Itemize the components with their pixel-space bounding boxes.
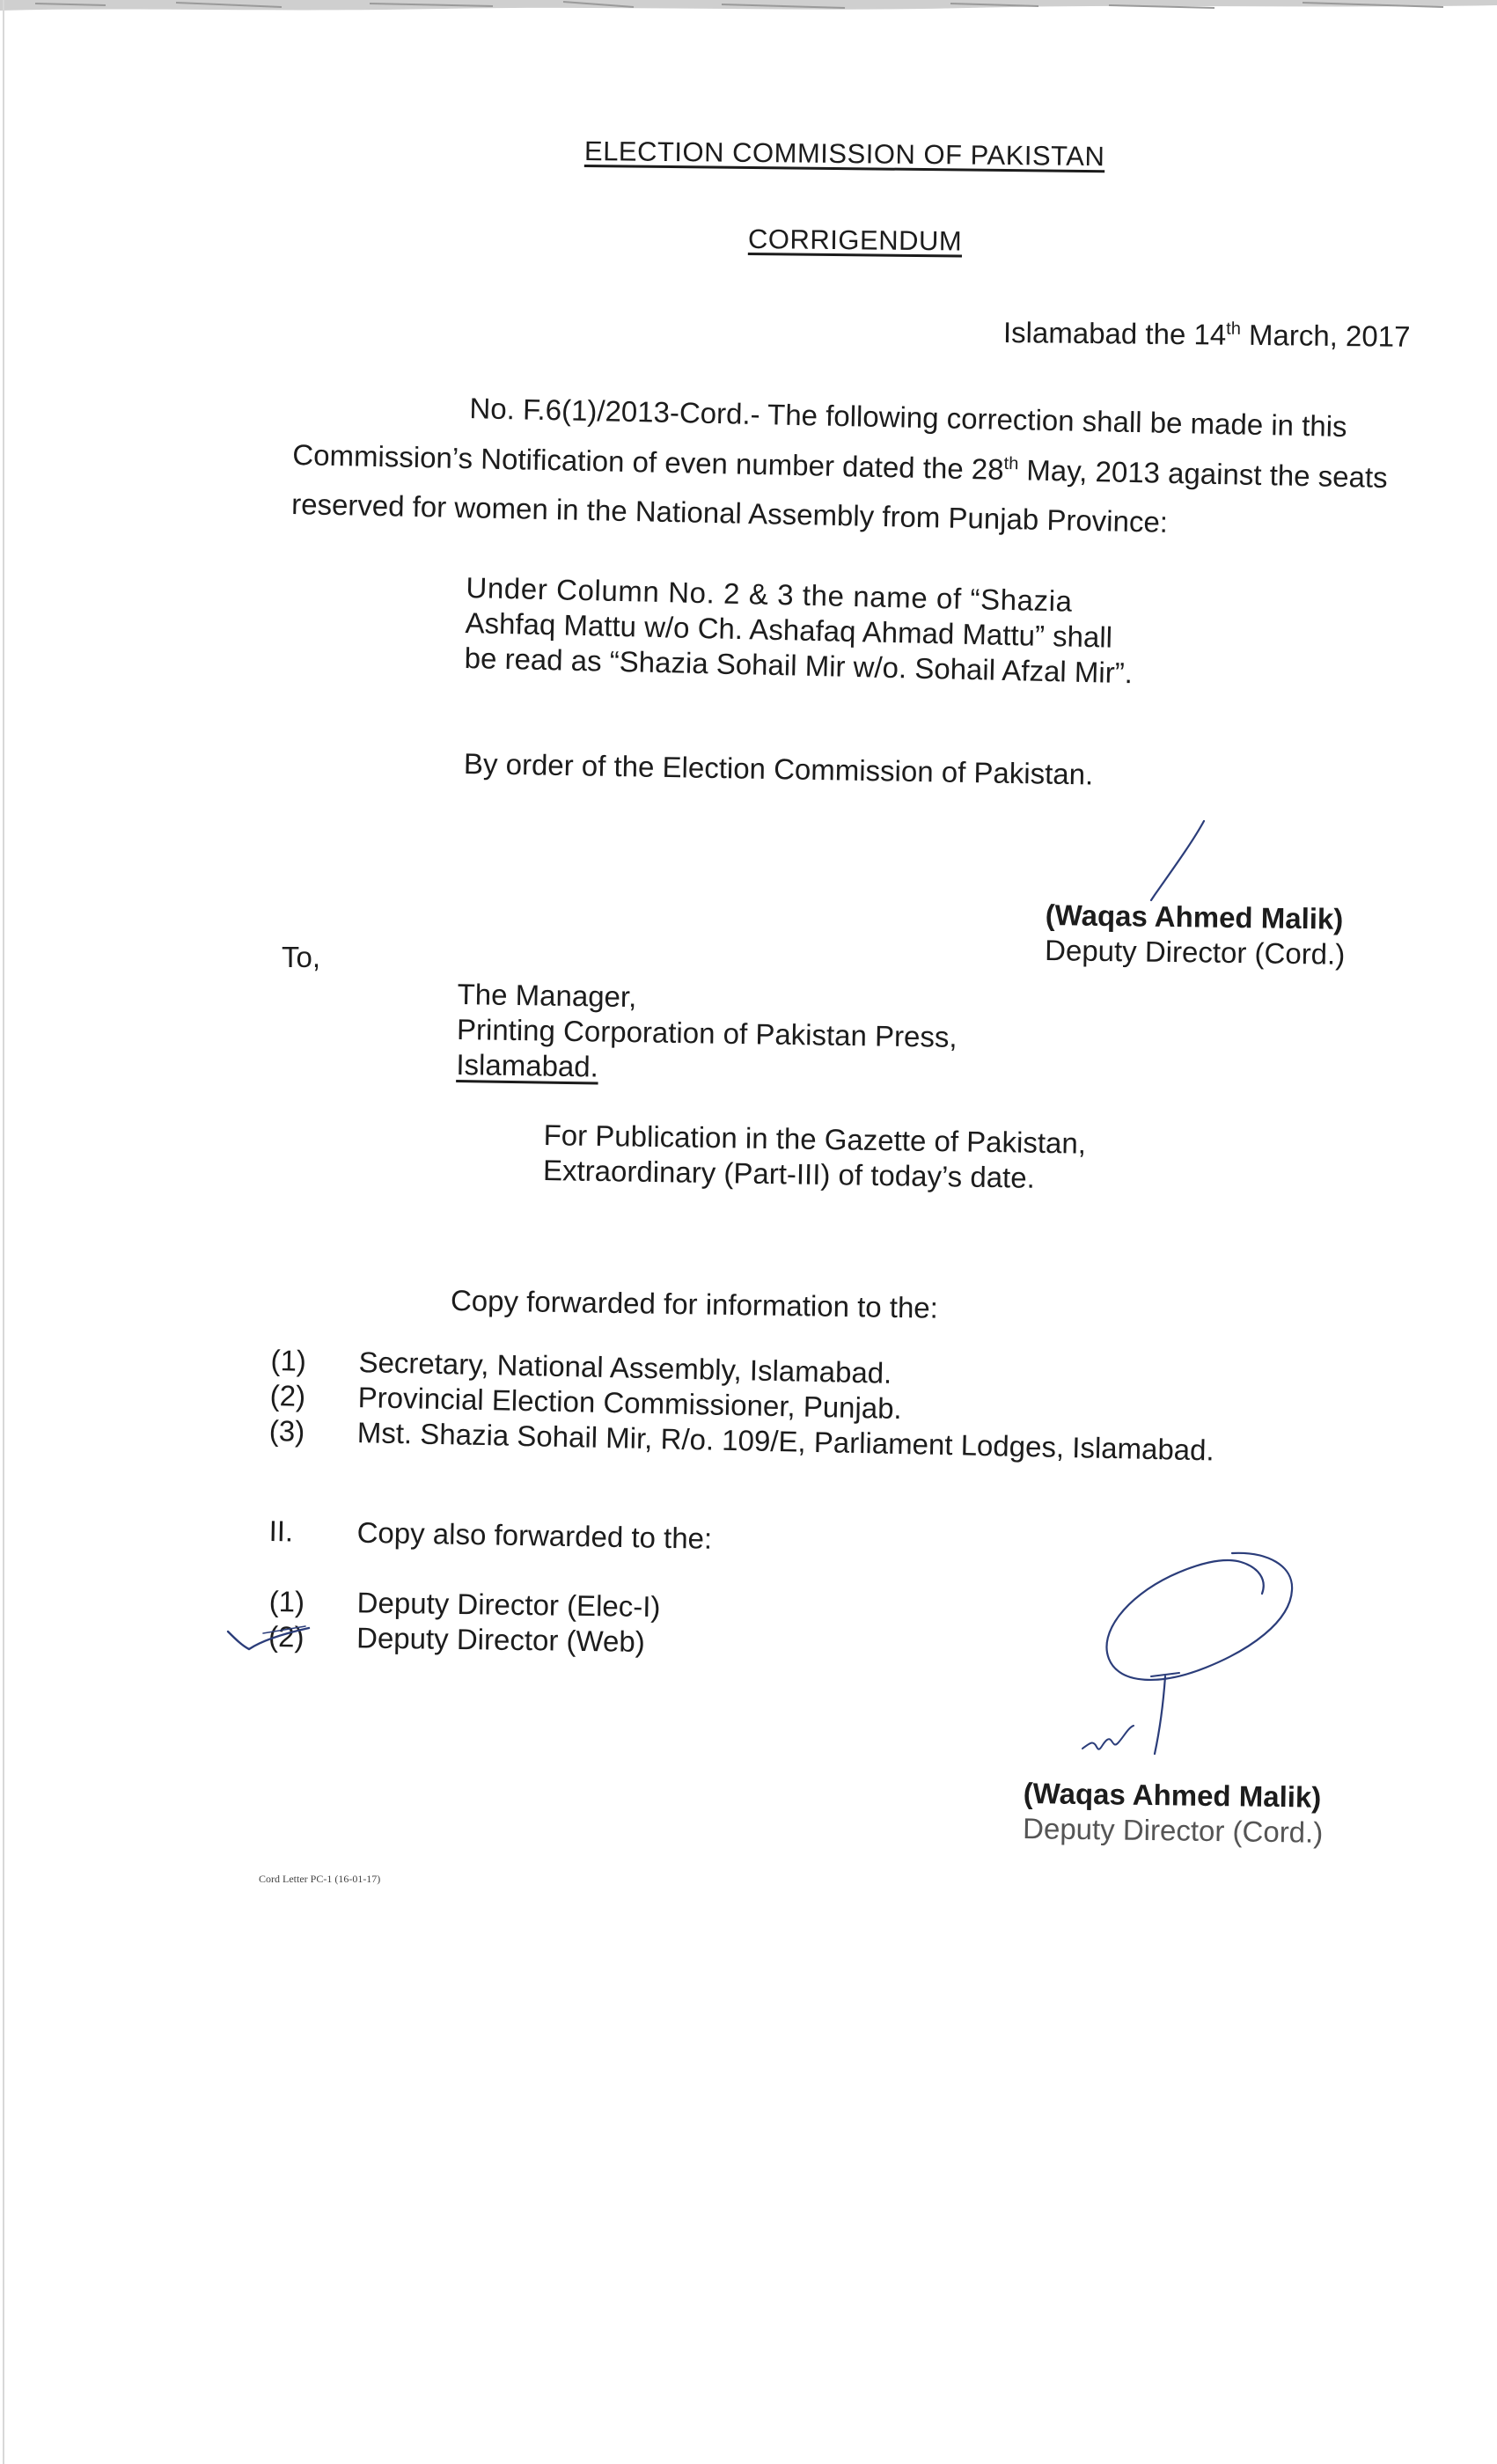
correction-block (464, 570, 1134, 691)
organization-heading: ELECTION COMMISSION OF PAKISTAN (583, 136, 1105, 172)
list-item (268, 1619, 660, 1660)
handwritten-signature (1074, 1544, 1303, 1773)
copy-also-heading: Copy also forwarded to the: (356, 1515, 713, 1555)
addressee-line-2: Printing Corporation of Pakistan Press, (456, 1012, 958, 1053)
list-item-number: (3) (268, 1413, 305, 1448)
list-item-text: Deputy Director (Web) (356, 1621, 646, 1658)
document-type-heading: CORRIGENDUM (747, 224, 963, 257)
correction-line-2: Ashfaq Mattu w/o Ch. Ashafaq Ahmad Mattu” shall (465, 605, 1113, 654)
list-item (268, 1584, 660, 1624)
copy-forwarded-list (268, 1343, 1215, 1468)
list-item-number: (1) (270, 1343, 307, 1377)
date-suffix: March, 2017 (1240, 318, 1411, 353)
scan-left-edge (3, 0, 4, 2464)
copy-also-list (268, 1584, 661, 1660)
paragraph-line-2-b: May, 2013 against the seats (1017, 453, 1389, 495)
signatory-block-2 (1023, 1776, 1324, 1851)
footer-reference: Cord Letter PC-1 (16-01-17) (259, 1873, 381, 1885)
section-number: II. (268, 1514, 294, 1548)
list-item-text: Provincial Election Commissioner, Punjab. (357, 1381, 903, 1426)
list-item-text: Mst. Shazia Sohail Mir, R/o. 109/E, Parliament Lodges, Islamabad. (356, 1416, 1215, 1467)
paragraph-line-2-a: Commission’s Notification of even number dated the 28 (292, 437, 1004, 486)
copy-forwarded-heading: Copy forwarded for information to the: (450, 1284, 939, 1324)
list-item-text: Deputy Director (Elec-I) (356, 1586, 661, 1624)
publication-line-1: For Publication in the Gazette of Pakistan, (543, 1118, 1087, 1160)
signatory-2-designation: Deputy Director (Cord.) (1022, 1811, 1324, 1849)
paragraph-line-3: reserved for women in the National Assembly from Punjab Province: (290, 487, 1169, 539)
paragraph-line-1: No. F.6(1)/2013-Cord.- The following correction shall be made in this (469, 392, 1347, 444)
signatory-1-designation: Deputy Director (Cord.) (1044, 933, 1346, 971)
date-superscript: th (1226, 319, 1242, 339)
correction-line-1: Under Column No. 2 & 3 the name of “Shazia (466, 570, 1074, 618)
list-item-text: Secretary, National Assembly, Islamabad. (358, 1346, 892, 1390)
copy-also-section (268, 1514, 712, 1557)
date-line (1003, 315, 1411, 355)
publication-note (543, 1118, 1087, 1197)
signatory-2-name: (Waqas Ahmed Malik) (1023, 1776, 1322, 1814)
addressee-line-3: Islamabad. (456, 1047, 599, 1083)
list-item-number: (2) (268, 1619, 305, 1654)
addressee-block (456, 977, 958, 1090)
addressee-line-1: The Manager, (457, 977, 637, 1014)
handwritten-tick-mark (224, 1616, 321, 1660)
to-label: To, (282, 941, 321, 973)
correction-line-3: be read as “Shazia Sohail Mir w/o. Sohail Afzal Mir”. (464, 641, 1134, 690)
signature-initial-mark (1135, 814, 1241, 911)
publication-line-2: Extraordinary (Part-III) of today’s date. (542, 1153, 1036, 1194)
notification-paragraph (291, 387, 1412, 546)
list-item-number: (2) (269, 1378, 306, 1412)
scan-top-edge (0, 0, 1497, 25)
paragraph-line-2 (292, 437, 1411, 496)
signatory-block-1 (1045, 898, 1346, 972)
date-prefix: Islamabad the 14 (1002, 316, 1227, 351)
signatory-1-name: (Waqas Ahmed Malik) (1045, 898, 1344, 935)
list-item-number: (1) (268, 1584, 305, 1618)
paragraph-line-2-sup: th (1003, 453, 1019, 474)
by-order-line: By order of the Election Commission of Pakistan. (463, 747, 1094, 791)
